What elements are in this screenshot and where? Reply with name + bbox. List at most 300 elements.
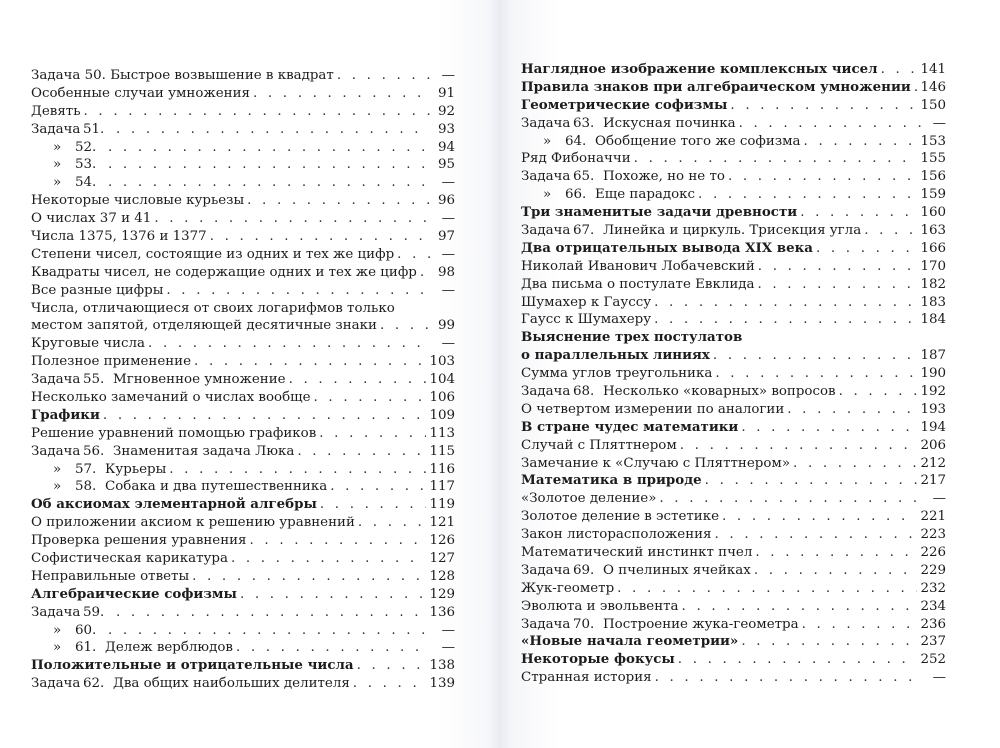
ditto-mark: » (543, 133, 552, 149)
entry-title: Случай с Пляттнером (521, 437, 677, 453)
dot-leader (337, 67, 430, 85)
toc-entry (521, 347, 946, 365)
page-number: 229 (920, 562, 946, 578)
dot-leader (739, 115, 921, 133)
page-number: 212 (920, 455, 946, 471)
task-number: 65. (573, 169, 595, 185)
entry-title: Золотое деление в эстетике (521, 509, 720, 525)
entry-title: Решение уравнений помощью графиков (31, 425, 317, 441)
page-number: 234 (920, 598, 946, 614)
entry-title: Положительные и отрицательные числа (31, 657, 354, 674)
dot-leader (754, 562, 918, 580)
toc-entry (521, 311, 946, 329)
toc-entry (521, 204, 946, 222)
task-number: 63. (573, 115, 595, 131)
toc-entry (31, 443, 455, 461)
page-number: 183 (920, 294, 946, 310)
dot-leader (108, 622, 430, 640)
entry-title: Геометрические софизмы (521, 96, 728, 113)
entry-title: Алгебраические софизмы (31, 585, 237, 602)
task-label: Задача (521, 115, 571, 131)
dot-leader (804, 133, 918, 151)
page-number: 155 (920, 151, 946, 167)
toc-entry (31, 657, 455, 675)
toc-entry (521, 598, 946, 616)
entry-title: Квадраты чисел, не содержащие одних и тех же цифр (31, 264, 417, 280)
ditto-mark: » (53, 479, 62, 495)
dot-leader (166, 282, 430, 300)
toc-entry (521, 526, 946, 544)
page-number: 126 (429, 533, 455, 549)
toc-entry (521, 258, 946, 276)
entry-title: Выяснение трех постулатов (521, 329, 743, 346)
book-gutter (488, 0, 512, 748)
page-number: — (441, 336, 455, 352)
page-number: 163 (920, 223, 946, 238)
page-number: 106 (429, 390, 455, 406)
entry-title: Николай Иванович Лобачевский (521, 258, 755, 274)
dot-leader (320, 496, 427, 514)
toc-entry (521, 455, 946, 473)
entry-title: О числах 37 и 41 (31, 211, 152, 227)
entry-title: Задача 50. Быстрое возвышение в квадрат (31, 67, 334, 83)
toc-entry (31, 461, 455, 479)
toc-entry (521, 115, 946, 133)
toc-entry (521, 562, 946, 580)
entry-title: Два отрицательных вывода XIX века (521, 239, 813, 256)
task-label: Задача (521, 384, 571, 400)
task-number: 57. (75, 461, 97, 477)
dot-leader (116, 121, 430, 139)
page-number: 221 (920, 509, 946, 525)
task-label: Задача (521, 616, 571, 632)
toc-entry (31, 282, 455, 300)
toc-entry (31, 156, 455, 174)
task-label: Задача (31, 372, 81, 388)
toc-entry (521, 634, 946, 652)
dot-leader (253, 85, 430, 103)
task-label: Задача (31, 676, 81, 692)
task-number: 62. (83, 676, 105, 692)
toc-entry (521, 79, 946, 97)
dot-leader (108, 139, 430, 157)
entry-title: Наглядное изображение комплексных чисел (521, 60, 878, 77)
task-label: Задача (31, 121, 81, 137)
ditto-mark: » (53, 175, 62, 191)
page-number: 119 (429, 497, 455, 513)
toc-entry (521, 168, 946, 186)
entry-title: Софистическая карикатура (31, 551, 228, 567)
task-number: 51. (83, 121, 105, 137)
dot-leader (330, 478, 426, 496)
toc-entry (31, 640, 455, 658)
dot-leader (680, 437, 918, 455)
dot-leader (194, 353, 426, 371)
task-number: 66. (565, 187, 587, 203)
toc-entry (521, 616, 946, 634)
entry-title: местом запятой, отделяющей десятичные знаки (31, 318, 377, 334)
dot-leader (148, 335, 430, 353)
task-number: 64. (565, 133, 587, 149)
entry-title: Построение жука-геометра (603, 616, 799, 632)
toc-entry (31, 371, 455, 389)
ditto-mark: » (53, 461, 62, 477)
dot-leader (705, 472, 918, 490)
toc-entry (31, 264, 455, 282)
page-number: 153 (920, 133, 946, 149)
page-number: 104 (429, 372, 455, 388)
dot-leader (319, 425, 426, 443)
page-number: — (932, 491, 946, 507)
dot-leader (103, 407, 427, 425)
page-number: — (441, 211, 455, 227)
entry-title: Курьеры (105, 461, 167, 477)
dot-leader (654, 294, 917, 312)
toc-entry (31, 67, 455, 85)
toc-entry (31, 514, 455, 532)
entry-title: Неправильные ответы (31, 568, 190, 584)
right-page (500, 0, 1000, 748)
dot-leader (758, 258, 918, 276)
page-number: 91 (437, 85, 455, 101)
entry-title: Некоторые числовые курьезы (31, 193, 245, 209)
toc-entry (31, 586, 455, 604)
entry-title: Линейка и циркуль. Трисекция угла (603, 223, 862, 238)
page-number: 94 (437, 139, 455, 155)
entry-title: Несколько замечаний о числах вообще (31, 390, 311, 406)
toc-entry (31, 246, 455, 264)
dot-leader (210, 228, 430, 246)
toc-entry (31, 121, 455, 139)
task-number: 59. (83, 604, 105, 620)
dot-leader (314, 389, 427, 407)
toc-entry (521, 401, 946, 419)
page-number: 184 (920, 312, 946, 328)
dot-leader (713, 347, 918, 365)
dot-leader (655, 669, 921, 687)
page-number: 129 (429, 586, 455, 602)
entry-title: Некоторые фокусы (521, 651, 675, 668)
task-label: Задача (31, 443, 81, 459)
toc-entry (31, 335, 455, 353)
page-number: — (441, 640, 455, 656)
entry-title: Проверка решения уравнения (31, 533, 247, 549)
page-number: 160 (920, 205, 946, 221)
page-number: 150 (920, 97, 946, 113)
entry-title: Шумахер к Гауссу (521, 294, 652, 310)
ditto-mark: » (53, 157, 62, 173)
entry-title: Обобщение того же софизма (595, 133, 801, 149)
table-of-contents-left (31, 67, 455, 693)
page-number: 166 (920, 240, 946, 256)
dot-leader (84, 103, 431, 121)
dot-leader (715, 526, 918, 544)
entry-title: Сумма углов треугольника (521, 366, 713, 382)
page-number: 252 (920, 652, 946, 668)
task-number: 56. (83, 443, 105, 459)
dot-leader (800, 204, 917, 222)
ditto-mark: » (543, 187, 552, 203)
entry-title: о параллельных линиях (521, 347, 710, 364)
toc-entry (31, 568, 455, 586)
page-number: 232 (920, 580, 946, 596)
dot-leader (741, 419, 917, 437)
page-number: 136 (429, 604, 455, 620)
toc-entry (31, 407, 455, 425)
toc-entry (31, 532, 455, 550)
page-number: 103 (429, 354, 455, 370)
page-number: 206 (920, 437, 946, 453)
toc-entry (521, 508, 946, 526)
page-number: 159 (920, 187, 946, 203)
page-number: 182 (920, 276, 946, 292)
entry-title: О четвертом измерении по аналогии (521, 401, 785, 417)
dot-leader (802, 616, 918, 634)
dot-leader (240, 586, 427, 604)
toc-entry (31, 425, 455, 443)
toc-entry (31, 317, 455, 335)
dot-leader (231, 550, 427, 568)
task-number: 70. (573, 616, 595, 632)
toc-entry (521, 294, 946, 312)
page-number: 116 (429, 461, 455, 477)
entry-title: Полезное применение (31, 354, 192, 370)
toc-entry (521, 150, 946, 168)
dot-leader (247, 192, 430, 210)
entry-title: В стране чудес математики (521, 418, 739, 435)
entry-title: Два общих наибольших делителя (113, 676, 350, 692)
entry-title: Три знаменитые задачи древности (521, 204, 798, 221)
entry-title: «Золотое деление» (521, 491, 657, 507)
toc-entry (521, 186, 946, 204)
dot-leader (116, 604, 426, 622)
toc-entry (521, 669, 946, 687)
entry-title: Об аксиомах элементарной алгебры (31, 496, 317, 513)
toc-entry (31, 139, 455, 157)
dot-leader (787, 401, 917, 419)
page-number: — (441, 246, 455, 262)
dot-leader (881, 61, 918, 79)
task-number: 55. (83, 372, 105, 388)
dot-leader (108, 156, 430, 174)
toc-entry (31, 192, 455, 210)
dot-leader (793, 455, 917, 473)
task-number: 52. (75, 139, 97, 155)
dot-leader (357, 657, 427, 675)
entry-title: Правила знаков при алгебраическом умножении (521, 78, 911, 95)
entry-title: Знаменитая задача Люка (113, 443, 295, 459)
entry-title: Закон листорасположения (521, 527, 712, 543)
page-number: — (441, 622, 455, 638)
toc-entry (521, 222, 946, 240)
task-label: Задача (521, 562, 571, 578)
page-number: 236 (920, 616, 946, 632)
entry-title: Еще парадокс (595, 187, 696, 203)
dot-leader (741, 633, 917, 651)
toc-entry (521, 419, 946, 437)
task-number: 68. (573, 384, 595, 400)
dot-leader (169, 461, 426, 479)
page-number: 156 (920, 169, 946, 185)
page-number: — (932, 670, 946, 686)
page-number: — (441, 282, 455, 298)
entry-title: Два письма о постулате Евклида (521, 276, 755, 292)
toc-entry (521, 651, 946, 669)
dot-leader (816, 240, 917, 258)
entry-title: Математика в природе (521, 472, 702, 489)
toc-entry (521, 437, 946, 455)
dot-leader (250, 532, 427, 550)
toc-entry (521, 240, 946, 258)
toc-entry (521, 276, 946, 294)
dot-leader (154, 210, 430, 228)
page-number: 109 (429, 407, 455, 423)
page-number: — (441, 175, 455, 191)
entry-title: Графики (31, 406, 100, 423)
dot-leader (654, 311, 917, 329)
dot-leader (108, 174, 430, 192)
task-number: 54. (75, 175, 97, 191)
page-number: 190 (920, 366, 946, 382)
toc-entry (31, 675, 455, 693)
page-number: 138 (429, 658, 455, 674)
dot-leader (634, 150, 918, 168)
toc-entry (31, 103, 455, 121)
task-label: Задача (521, 223, 571, 238)
toc-entry (521, 544, 946, 562)
page-number: 95 (437, 157, 455, 173)
page-number: 96 (437, 193, 455, 209)
entry-title: Странная история (521, 670, 652, 686)
page-number: 193 (920, 401, 946, 417)
toc-entry (521, 472, 946, 490)
entry-title: Несколько «коварных» вопросов (603, 384, 836, 400)
entry-title: Похоже, но не то (603, 169, 725, 185)
toc-entry (31, 228, 455, 246)
entry-title: «Новые начала геометрии» (521, 633, 739, 650)
page-number: 92 (437, 103, 455, 119)
toc-entry (31, 550, 455, 568)
toc-entry (31, 478, 455, 496)
toc-entry (31, 210, 455, 228)
page-number: 146 (920, 79, 946, 95)
entry-title: Девять (31, 103, 81, 119)
page-number: 97 (437, 229, 455, 244)
entry-title: Дележ верблюдов (105, 640, 233, 656)
task-label: Задача (31, 604, 81, 620)
dot-leader (236, 639, 430, 657)
toc-entry (31, 300, 455, 318)
entry-title: Ряд Фибоначчи (521, 151, 631, 167)
page-number: 99 (437, 318, 455, 334)
dot-leader (755, 544, 917, 562)
task-number: 53. (75, 157, 97, 173)
entry-title: Степени чисел, состоящие из одних и тех же цифр (31, 246, 395, 262)
dot-leader (864, 222, 917, 240)
page-number: 121 (429, 515, 455, 531)
toc-entry (521, 97, 946, 115)
dot-leader (289, 371, 427, 389)
toc-entry (521, 580, 946, 598)
entry-title: Круговые числа (31, 336, 146, 352)
dot-leader (617, 580, 917, 598)
toc-entry (31, 496, 455, 514)
dot-leader (420, 264, 430, 282)
page-number: 194 (920, 419, 946, 435)
dot-leader (728, 168, 918, 186)
dot-leader (682, 598, 918, 616)
page-number: 117 (429, 479, 455, 495)
dot-leader (678, 651, 918, 669)
toc-entry (31, 85, 455, 103)
dot-leader (380, 317, 430, 335)
entry-title: Числа 1375, 1376 и 1377 (31, 229, 207, 244)
dot-leader (914, 79, 918, 97)
page-number: 192 (920, 384, 946, 400)
page-number: 93 (437, 121, 455, 137)
page-number: 141 (920, 61, 946, 77)
page-number: 128 (429, 568, 455, 584)
toc-entry (31, 622, 455, 640)
toc-entry (31, 389, 455, 407)
task-number: 67. (573, 223, 595, 238)
page-number: 237 (920, 634, 946, 650)
entry-title: Эволюта и эвольвента (521, 598, 679, 614)
dot-leader (715, 365, 917, 383)
page-number: — (932, 115, 946, 131)
page-number: 187 (920, 348, 946, 364)
page-number: 223 (920, 527, 946, 543)
page-number: 217 (920, 473, 946, 489)
entry-title: Гаусс к Шумахеру (521, 312, 652, 328)
table-of-contents-right (521, 61, 946, 687)
dot-leader (397, 246, 430, 264)
entry-title: Особенные случаи умножения (31, 85, 250, 101)
entry-title: О приложении аксиом к решению уравнений (31, 515, 355, 531)
entry-title: Замечание к «Случаю с Пляттнером» (521, 455, 791, 471)
dot-leader (839, 383, 918, 401)
page-number: 115 (429, 443, 455, 459)
entry-title: О пчелиных ячейках (603, 562, 751, 578)
entry-title: Числа, отличающиеся от своих логарифмов только (31, 300, 395, 316)
toc-entry (521, 329, 946, 347)
task-number: 61. (75, 640, 97, 656)
dot-leader (297, 443, 426, 461)
entry-title: Жук-геометр (521, 580, 615, 596)
page-number: 226 (920, 545, 946, 561)
toc-entry (521, 383, 946, 401)
entry-title: Собака и два путешественника (105, 479, 328, 495)
entry-title: Математический инстинкт пчел (521, 545, 753, 561)
dot-leader (757, 276, 917, 294)
toc-entry (31, 174, 455, 192)
toc-entry (521, 365, 946, 383)
toc-entry (521, 490, 946, 508)
dot-leader (358, 514, 427, 532)
dot-leader (353, 675, 427, 693)
page-number: 127 (429, 551, 455, 567)
page-number: 113 (429, 425, 455, 441)
ditto-mark: » (53, 139, 62, 155)
page-number: 98 (437, 264, 455, 280)
ditto-mark: » (53, 640, 62, 656)
page-number: — (441, 67, 455, 83)
task-number: 60. (75, 622, 97, 638)
entry-title: Искусная починка (603, 115, 736, 131)
toc-entry (31, 353, 455, 371)
dot-leader (192, 568, 426, 586)
page-number: 170 (920, 258, 946, 274)
